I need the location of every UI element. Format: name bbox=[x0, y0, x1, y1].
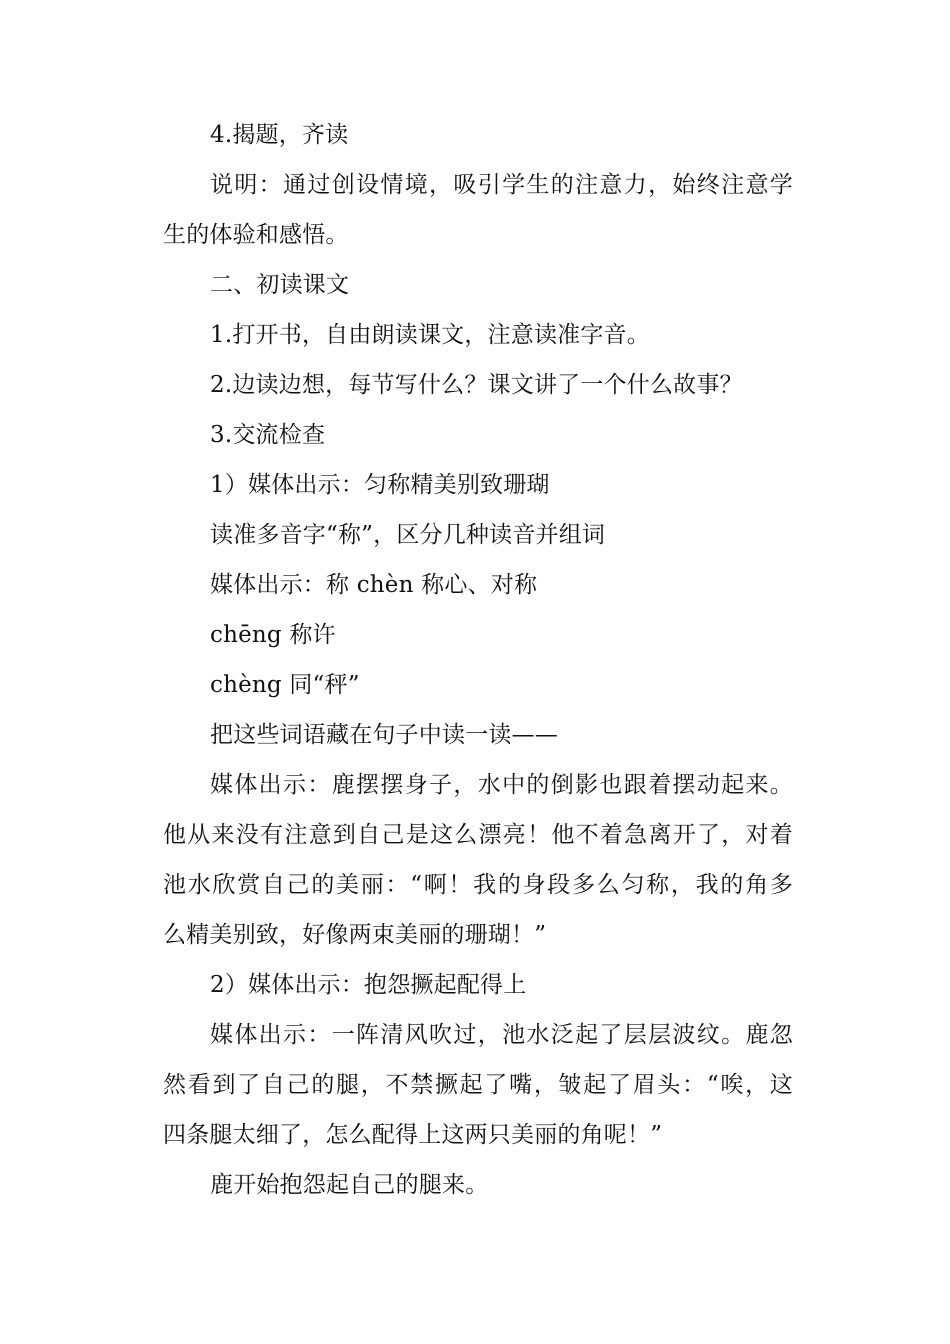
text-line-polyphonic: 读准多音字“称”，区分几种读音并组词 bbox=[210, 522, 606, 548]
section-heading-first-reading: 二、初读课文 bbox=[210, 272, 350, 298]
text-line-cheng1: chēng 称许 bbox=[210, 622, 336, 648]
text-line-passage-3: 池水欣赏自己的美丽：“啊！我的身段多么匀称，我的角多 bbox=[163, 872, 793, 898]
text-line-step-1: 1.打开书，自由朗读课文，注意读准字音。 bbox=[210, 322, 650, 348]
text-line-complain: 鹿开始抱怨起自己的腿来。 bbox=[210, 1172, 489, 1198]
text-line-passage-5: 媒体出示：一阵清风吹过，池水泛起了层层波纹。鹿忽 bbox=[210, 1022, 793, 1048]
text-line-explanation: 说明：通过创设情境，吸引学生的注意力，始终注意学 bbox=[210, 172, 793, 198]
text-line-passage-1: 媒体出示：鹿摆摆身子，水中的倒影也跟着摆动起来。 bbox=[210, 772, 793, 798]
text-line-passage-6: 然看到了自己的腿，不禁撅起了嘴，皱起了眉头：“唉，这 bbox=[163, 1072, 793, 1098]
text-line-read-in-sentence: 把这些词语藏在句子中读一读—— bbox=[210, 722, 558, 748]
text-line-step-2: 2.边读边想，每节写什么？课文讲了一个什么故事？ bbox=[210, 372, 743, 398]
text-line-step-4: 4.揭题，齐读 bbox=[210, 122, 349, 148]
text-line-passage-4: 么精美别致，好像两束美丽的珊瑚！” bbox=[163, 922, 547, 948]
text-line-chen: 媒体出示：称 chèn 称心、对称 bbox=[210, 572, 538, 598]
text-line-passage-7: 四条腿太细了，怎么配得上这两只美丽的角呢！” bbox=[163, 1122, 663, 1148]
text-line-cheng4: chèng 同“秤” bbox=[210, 672, 360, 698]
text-line-explanation-cont: 生的体验和感悟。 bbox=[163, 222, 349, 248]
text-line-step-3: 3.交流检查 bbox=[210, 422, 326, 448]
text-line-media-2: 2）媒体出示：抱怨撅起配得上 bbox=[210, 972, 527, 998]
text-line-media-1: 1）媒体出示：匀称精美别致珊瑚 bbox=[210, 472, 550, 498]
text-line-passage-2: 他从来没有注意到自己是这么漂亮！他不着急离开了，对着 bbox=[163, 822, 793, 848]
